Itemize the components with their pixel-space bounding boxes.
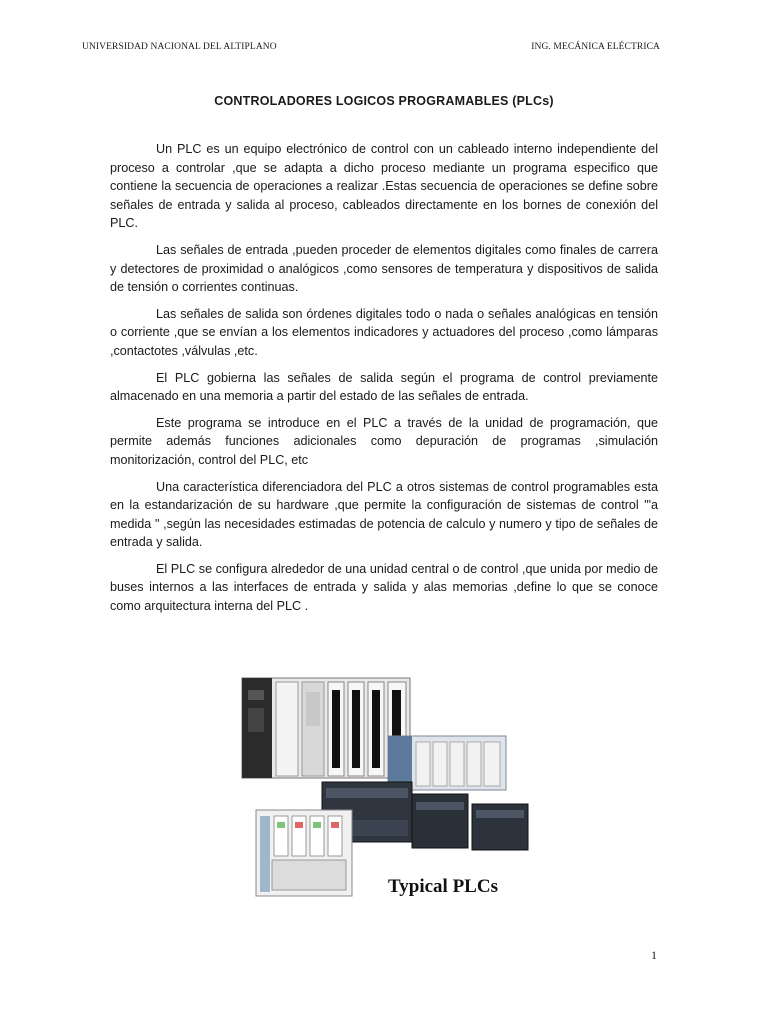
header-department: ING. MECÁNICA ELÉCTRICA: [531, 42, 660, 52]
plc-illustration: [236, 660, 536, 910]
rack-plc-image: [242, 678, 410, 778]
document-title: CONTROLADORES LOGICOS PROGRAMABLES (PLCs): [214, 94, 554, 108]
paragraph: Un PLC es un equipo electrónico de control con un cableado interno independiente del proceso a controlar ,que se adapta a dicho proceso mediante un programa especifico que contiene la secuencia de operaciones a realizar .Estas secuencia de operaciones se define sobre señales de entrada y salida al proceso, cableados directamente en los bornes de conexión del PLC.: [110, 142, 658, 231]
paragraph: Una característica diferenciadora del PLC a otros sistemas de control programables esta en la estandarización de su hardware ,que permite la configuración de sistemas de control '"a medida " ,según las necesidades estimadas de potencia de calculo y numero y tipo de señales de entrada y salida.: [110, 479, 658, 550]
paragraph: Las señales de salida son órdenes digitales todo o nada o señales analógicas en tensión o corriente ,que se envían a los elementos indicadores y actuadores del proceso ,como lámparas ,contactotes ,válvulas ,etc.: [110, 306, 658, 358]
paragraph: El PLC gobierna las señales de salida según el programa de control previamente almacenado en una memoria a partir del estado de las señales de entrada.: [110, 370, 658, 404]
paragraph: Las señales de entrada ,pueden proceder de elementos digitales como finales de carrera y detectores de proximidad o analógicos ,como sensores de temperatura y dispositivos de salida de tensión o corrientes continuas.: [110, 242, 658, 295]
paragraph: Este programa se introduce en el PLC a través de la unidad de programación, que permite además funciones adicionales como depuración de programas ,simulación monitorización, control del PLC, etc: [110, 415, 658, 467]
io-terminal-plc-image: [256, 810, 352, 896]
page-number: 1: [651, 948, 657, 962]
figure-caption: Typical PLCs: [388, 876, 498, 897]
compact-plc-image: [322, 782, 528, 850]
document-body: [110, 140, 658, 624]
header-university: UNIVERSIDAD NACIONAL DEL ALTIPLANO: [82, 42, 277, 52]
plc-figure: [236, 660, 536, 910]
paragraph: El PLC se configura alrededor de una unidad central o de control ,que unida por medio de buses internos a las interfaces de entrada y salida y alas memorias ,define lo que se conoce como arquitectura interna del PLC .: [110, 561, 658, 614]
